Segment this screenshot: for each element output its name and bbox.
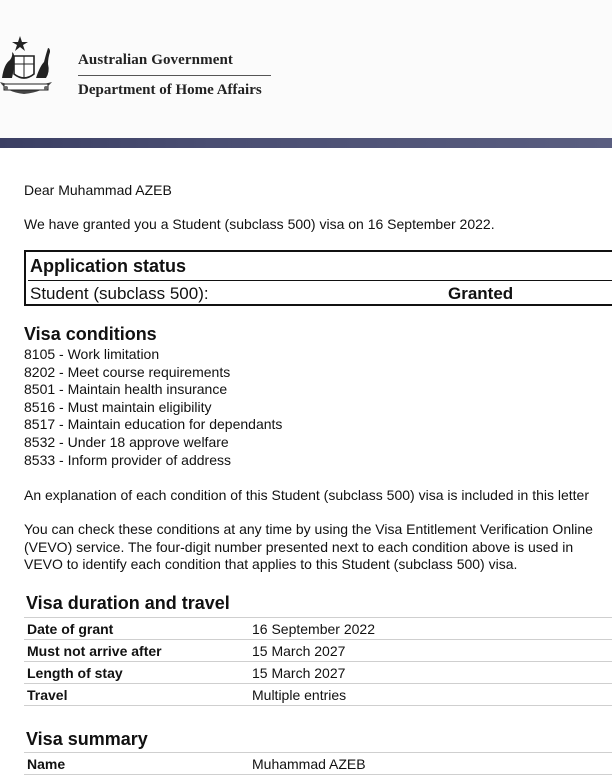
agency-name [78,52,271,99]
row-label: Must not arrive after [24,640,249,662]
condition-item: 8532 - Under 18 approve welfare [24,433,229,450]
condition-item: 8517 - Maintain education for dependants [24,416,283,433]
row-label: Length of stay [24,662,249,684]
letterhead-divider [78,75,271,76]
coat-of-arms-icon [0,34,68,98]
visa-conditions-list [24,346,282,469]
application-status-box [24,250,612,306]
vevo-paragraph [24,521,612,574]
row-label: Name [24,753,249,775]
vevo-line: You can check these conditions at any time by using the Visa Entitlement Verification Online [24,521,593,537]
grant-statement: We have granted you a Student (subclass 500) visa on 16 September 2022. [24,216,495,232]
row-label: Date of grant [24,618,249,640]
table-row [24,618,612,640]
table-row [24,640,612,662]
table-row [24,753,612,775]
government-name: Australian Government [78,52,234,68]
row-value: 15 March 2027 [249,640,612,662]
vevo-line: (VEVO) service. The four-digit number presented next to each condition above is used in [24,538,574,555]
row-value: Multiple entries [249,684,612,706]
department-name: Department of Home Affairs [78,82,262,98]
condition-item: 8501 - Maintain health insurance [24,381,228,398]
condition-item: 8105 - Work limitation [24,346,160,362]
row-value: 16 September 2022 [249,618,612,640]
table-row [24,662,612,684]
row-value: 15 March 2027 [249,662,612,684]
conditions-explanation: An explanation of each condition of this Student (subclass 500) visa is included in this letter [24,487,589,503]
salutation: Dear Muhammad AZEB [24,182,172,198]
visa-summary-heading: Visa summary [26,729,148,749]
status-badge: Granted [448,284,514,303]
visa-duration-heading: Visa duration and travel [26,593,230,613]
status-visa-type: Student (subclass 500): [30,284,209,303]
status-divider [28,280,612,281]
visa-summary-table [24,752,612,775]
row-value: Muhammad AZEB [249,753,612,775]
row-label: Travel [24,684,249,706]
condition-item: 8516 - Must maintain eligibility [24,398,212,415]
visa-conditions-heading: Visa conditions [24,324,157,344]
condition-item: 8202 - Meet course requirements [24,363,231,380]
visa-duration-table [24,617,612,706]
table-row [24,684,612,706]
vevo-line: VEVO to identify each condition that applies to this Student (subclass 500) visa. [24,556,518,573]
header-band [0,138,612,148]
condition-item: 8533 - Inform provider of address [24,451,231,468]
letterhead [0,0,612,138]
application-status-title: Application status [30,256,187,276]
